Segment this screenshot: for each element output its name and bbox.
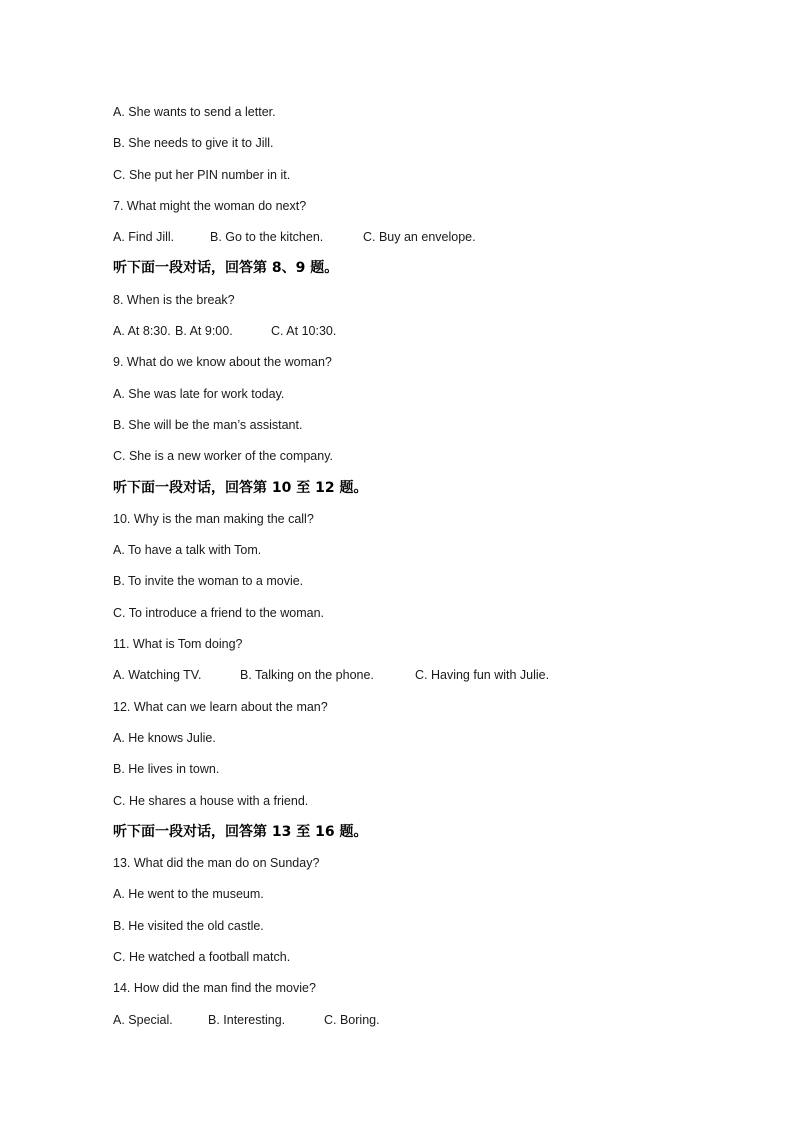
question-7: 7. What might the woman do next? bbox=[113, 198, 307, 213]
option-line: C. He watched a football match. bbox=[113, 950, 291, 965]
options-row-8 bbox=[113, 321, 733, 352]
question-11: 11. What is Tom doing? bbox=[113, 637, 243, 652]
option-line: B. She needs to give it to Jill. bbox=[113, 136, 274, 151]
options-row-7 bbox=[113, 227, 733, 258]
section-heading: 听下面一段对话，回答第 13 至 16 题。 bbox=[113, 823, 368, 840]
question-9: 9. What do we know about the woman? bbox=[113, 355, 332, 370]
option-c: C. Boring. bbox=[324, 1012, 380, 1027]
option-a: A. Find Jill. bbox=[113, 230, 175, 245]
options-row-14 bbox=[113, 1010, 733, 1041]
option-c: C. Having fun with Julie. bbox=[415, 668, 550, 683]
option-line: B. He lives in town. bbox=[113, 762, 220, 777]
option-line: C. She put her PIN number in it. bbox=[113, 167, 291, 182]
option-line: B. She will be the man’s assistant. bbox=[113, 417, 303, 432]
option-a: A. Watching TV. bbox=[113, 668, 202, 683]
section-heading: 听下面一段对话，回答第 8、9 题。 bbox=[113, 260, 339, 277]
option-b: B. Talking on the phone. bbox=[240, 668, 374, 683]
option-b: B. At 9:00. bbox=[175, 324, 233, 339]
option-a: A. At 8:30. bbox=[113, 324, 171, 339]
option-line: A. He knows Julie. bbox=[113, 730, 216, 745]
options-row-11 bbox=[113, 665, 733, 696]
option-b: B. Interesting. bbox=[208, 1012, 286, 1027]
option-line: B. To invite the woman to a movie. bbox=[113, 574, 304, 589]
question-13: 13. What did the man do on Sunday? bbox=[113, 856, 320, 871]
document-page bbox=[113, 102, 733, 1041]
option-c: C. At 10:30. bbox=[271, 324, 337, 339]
option-c: C. Buy an envelope. bbox=[363, 230, 476, 245]
option-line: C. He shares a house with a friend. bbox=[113, 793, 309, 808]
question-10: 10. Why is the man making the call? bbox=[113, 511, 314, 526]
option-line: A. She wants to send a letter. bbox=[113, 105, 276, 119]
option-line: A. She was late for work today. bbox=[113, 386, 285, 401]
question-12: 12. What can we learn about the man? bbox=[113, 699, 328, 714]
option-line: A. He went to the museum. bbox=[113, 887, 264, 902]
option-line: B. He visited the old castle. bbox=[113, 918, 264, 933]
option-b: B. Go to the kitchen. bbox=[210, 230, 324, 245]
question-8: 8. When is the break? bbox=[113, 292, 235, 307]
option-line: C. To introduce a friend to the woman. bbox=[113, 605, 324, 620]
question-14: 14. How did the man find the movie? bbox=[113, 981, 316, 996]
option-a: A. Special. bbox=[113, 1012, 173, 1027]
section-heading: 听下面一段对话，回答第 10 至 12 题。 bbox=[113, 479, 368, 496]
option-line: A. To have a talk with Tom. bbox=[113, 543, 262, 558]
option-line: C. She is a new worker of the company. bbox=[113, 449, 334, 464]
